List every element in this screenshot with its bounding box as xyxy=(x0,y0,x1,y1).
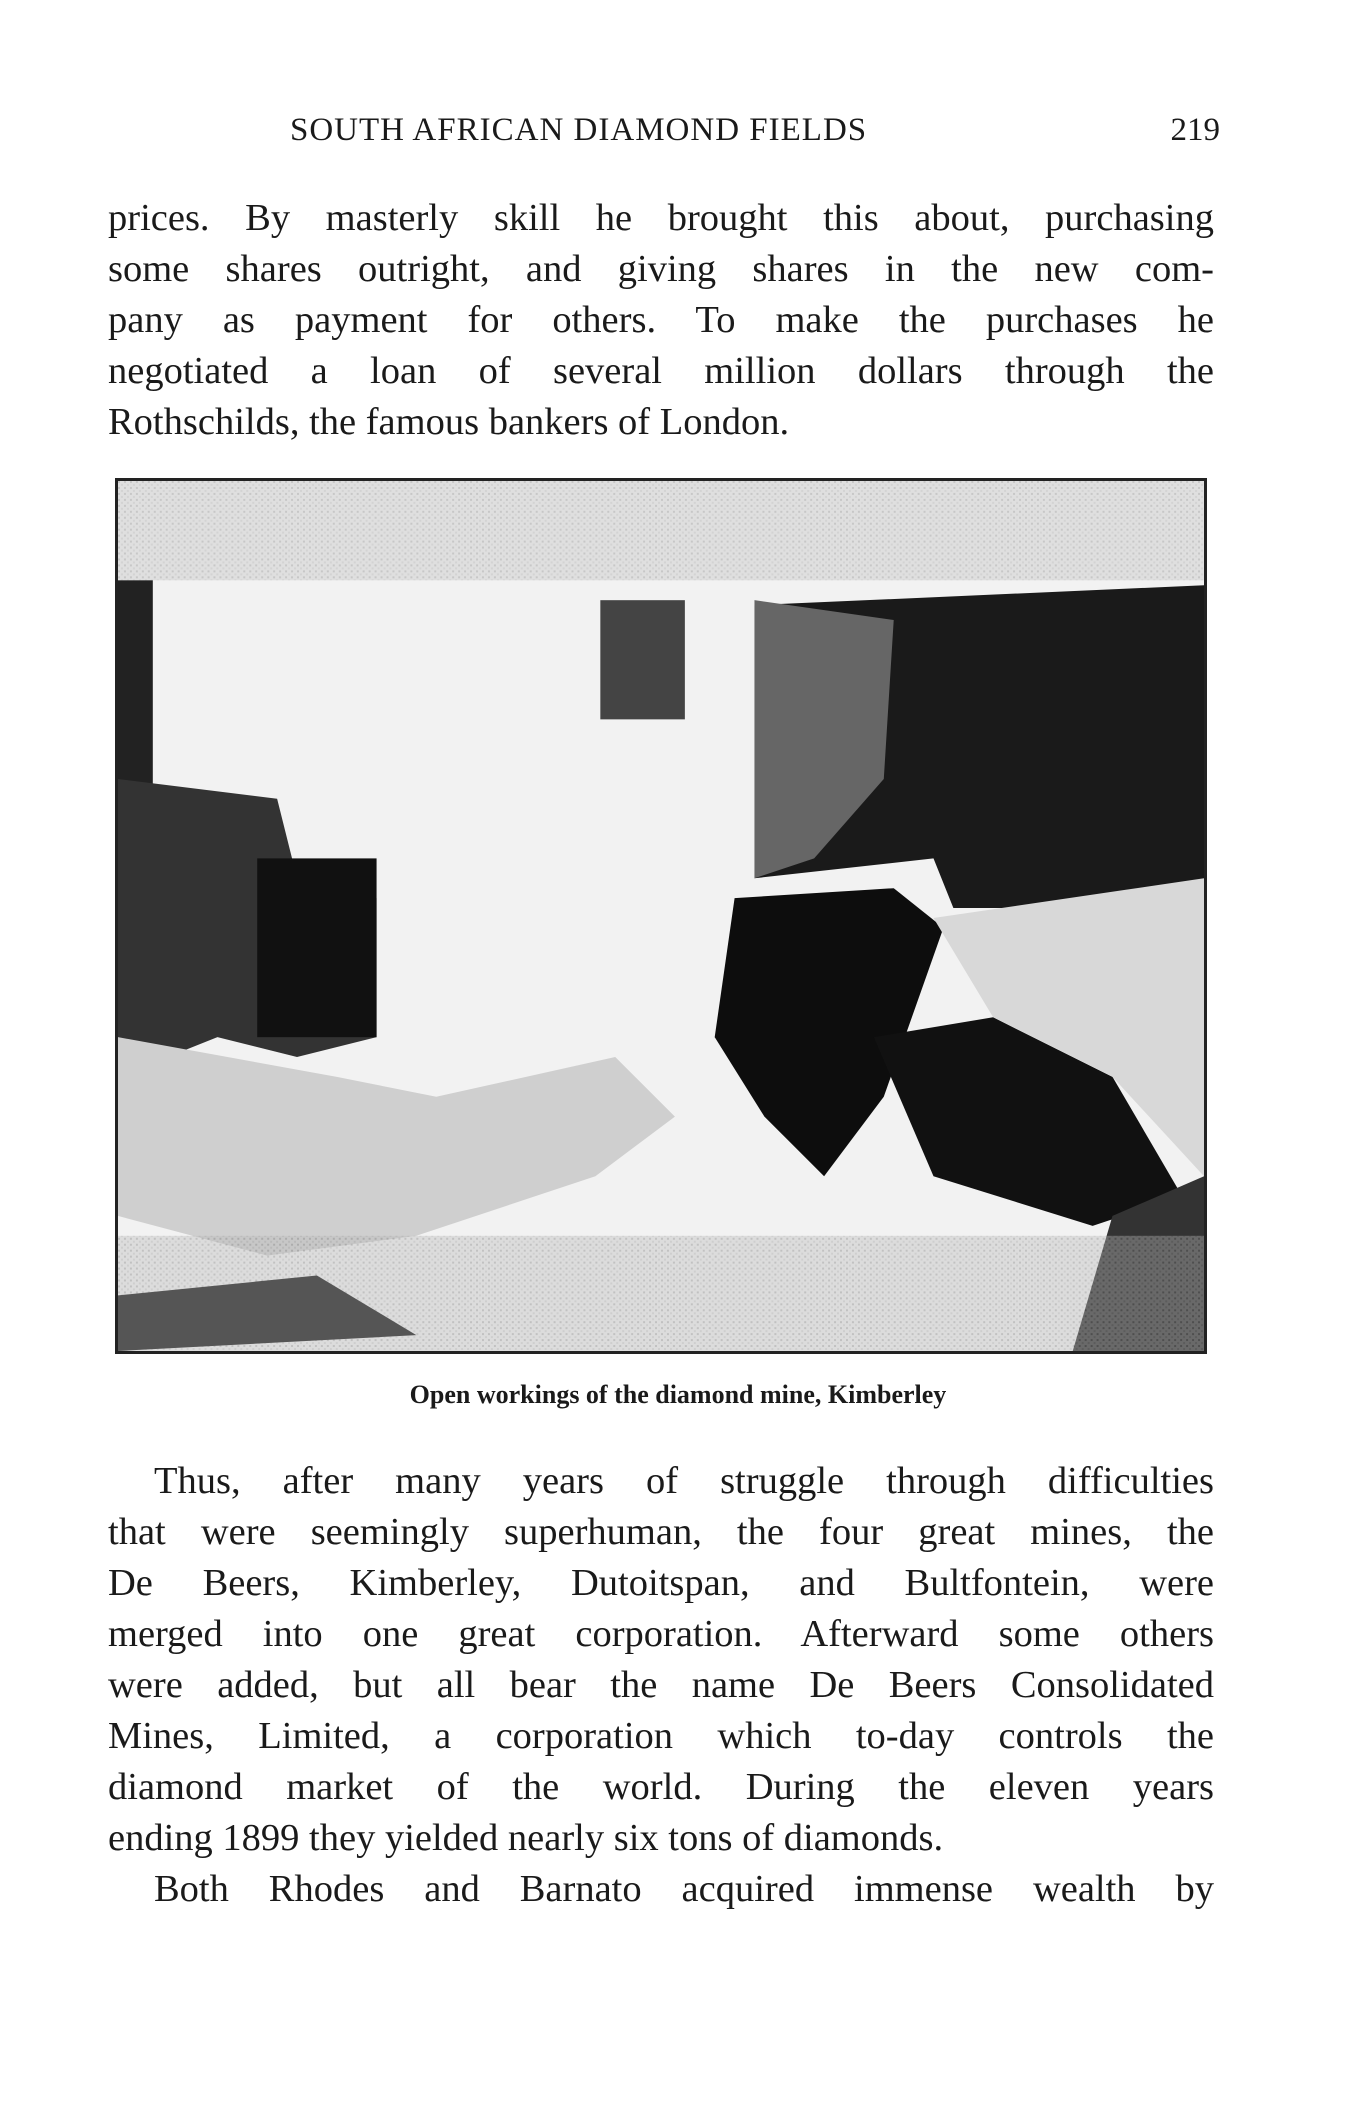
text-line: diamond market of the world. During the eleven years xyxy=(108,1766,1214,1808)
paragraph-2 xyxy=(108,1456,1214,1864)
photo-illustration xyxy=(118,481,1204,1351)
text-line: some shares outright, and giving shares in the new com- xyxy=(108,248,1214,290)
text-line: pany as payment for others. To make the purchases he xyxy=(108,299,1214,341)
paragraph-3 xyxy=(108,1864,1214,1915)
running-header xyxy=(290,112,1220,162)
text-line: Both Rhodes and Barnato acquired immense wealth by xyxy=(154,1868,1214,1910)
page-number: 219 xyxy=(1170,112,1220,148)
text-line: that were seemingly superhuman, the four great mines, the xyxy=(108,1511,1214,1553)
text-line: Thus, after many years of struggle through difficulties xyxy=(154,1460,1214,1502)
text-line: prices. By masterly skill he brought this about, purchasing xyxy=(108,197,1214,239)
text-line: were added, but all bear the name De Beers Consolidated xyxy=(108,1664,1214,1706)
mine-photograph xyxy=(115,478,1207,1354)
paragraph-1 xyxy=(108,193,1214,448)
figure-caption: Open workings of the diamond mine, Kimberley xyxy=(409,1380,947,1409)
text-line: ending 1899 they yielded nearly six tons of diamonds. xyxy=(108,1817,944,1859)
text-line: merged into one great corporation. Afterward some others xyxy=(108,1613,1214,1655)
text-line: De Beers, Kimberley, Dutoitspan, and Bultfontein, were xyxy=(108,1562,1214,1604)
text-line: Mines, Limited, a corporation which to-day controls the xyxy=(108,1715,1214,1757)
text-line: negotiated a loan of several million dollars through the xyxy=(108,350,1214,392)
text-line: Rothschilds, the famous bankers of London. xyxy=(108,401,790,443)
running-title: SOUTH AFRICAN DIAMOND FIELDS xyxy=(290,112,868,148)
